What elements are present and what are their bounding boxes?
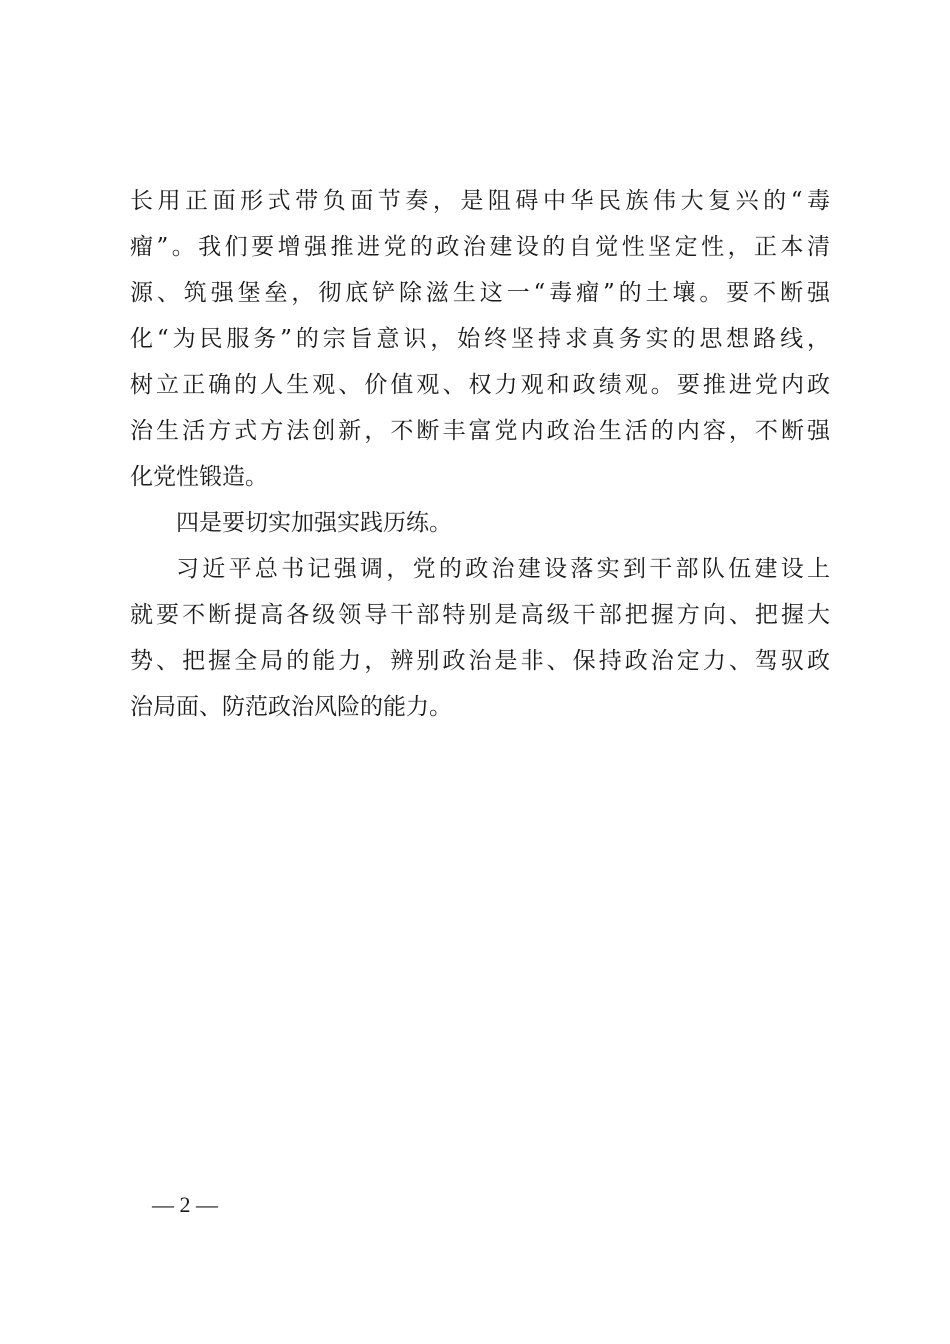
paragraph-1 bbox=[130, 178, 830, 500]
text-line: 瘤”。我们要增强推进党的政治建设的自觉性坚定性，正本清 bbox=[130, 234, 830, 260]
text-line: 习近平总书记强调，党的政治建设落实到干部队伍建设上 bbox=[176, 556, 830, 582]
text-line: 治生活方式方法创新，不断丰富党内政治生活的内容，不断强 bbox=[130, 418, 830, 444]
text-line: 源、筑强堡垒，彻底铲除滋生这一“毒瘤”的土壤。要不断强 bbox=[130, 280, 830, 306]
page-number: — 2 — bbox=[152, 1192, 218, 1217]
text-line: 树立正确的人生观、价值观、权力观和政绩观。要推进党内政 bbox=[130, 372, 830, 398]
text-line: 化“为民服务”的宗旨意识，始终坚持求真务实的思想路线， bbox=[130, 326, 830, 352]
text-line: 治局面、防范政治风险的能力。 bbox=[130, 694, 452, 720]
text-line: 化党性锻造。 bbox=[130, 464, 268, 490]
text-line: 势、把握全局的能力，辨别政治是非、保持政治定力、驾驭政 bbox=[130, 648, 830, 674]
paragraph-3 bbox=[130, 546, 830, 730]
text-line: 长用正面形式带负面节奏，是阻碍中华民族伟大复兴的“毒 bbox=[130, 188, 830, 214]
paragraph-2-heading bbox=[130, 500, 830, 546]
text-line: 四是要切实加强实践历练。 bbox=[176, 510, 452, 536]
document-body bbox=[130, 178, 830, 730]
text-line: 就要不断提高各级领导干部特别是高级干部把握方向、把握大 bbox=[130, 602, 830, 628]
